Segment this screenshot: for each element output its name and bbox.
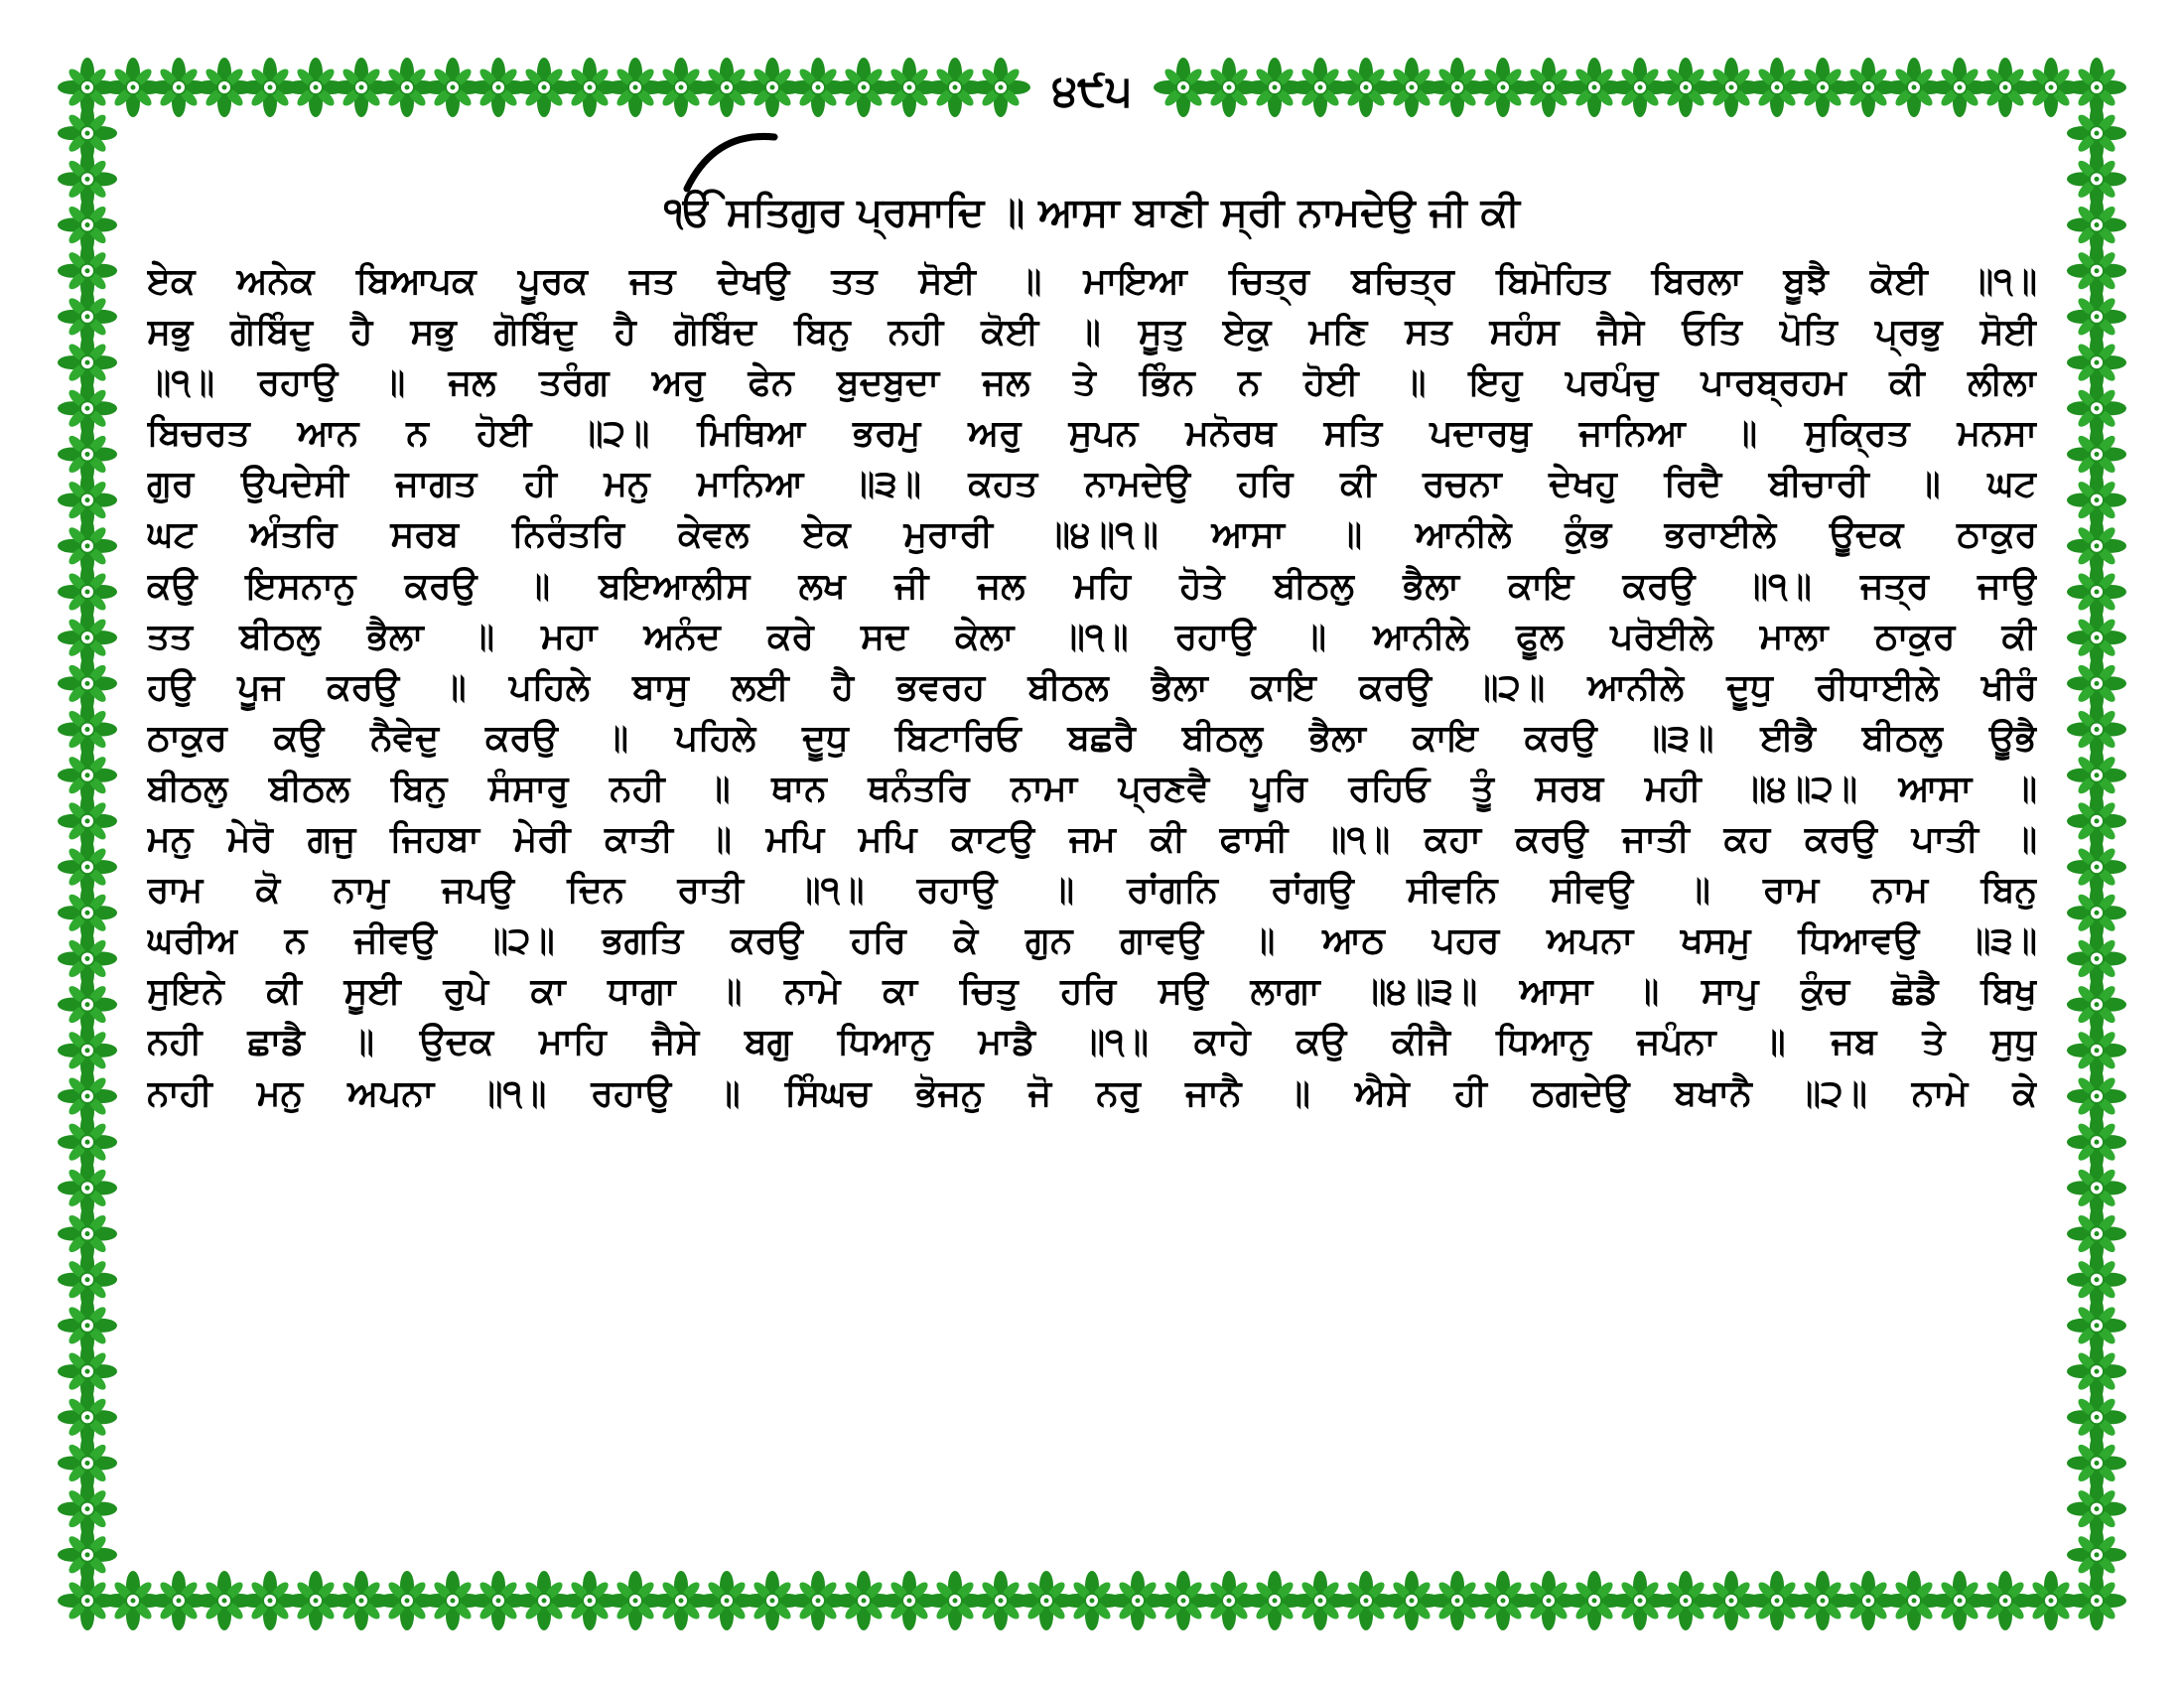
scripture-text — [147, 256, 2037, 1119]
page-number: ੪੯੫ — [1032, 62, 1152, 121]
text-line: ਸੁਇਨੇ ਕੀ ਸੂਈ ਰੁਪੇ ਕਾ ਧਾਗਾ ॥ ਨਾਮੇ ਕਾ ਚਿਤੁ ਹਰਿ ਸਉ ਲਾਗਾ ॥੪॥੩॥ ਆਸਾ ॥ ਸਾਪੁ ਕੁੰਚ ਛੋਡੈ ਬਿਖੁ — [147, 971, 2037, 1013]
text-line: ਨਾਹੀ ਮਨੁ ਅਪਨਾ ॥੧॥ ਰਹਾਉ ॥ ਸਿੰਘਚ ਭੋਜਨੁ ਜੋ ਨਰੁ ਜਾਨੈ ॥ ਐਸੇ ਹੀ ਠਗਦੇਉ ਬਖਾਨੈ ॥੨॥ ਨਾਮੇ ਕੇ — [147, 1072, 2037, 1114]
text-line: ਹਉ ਪੂਜ ਕਰਉ ॥ ਪਹਿਲੇ ਬਾਸੁ ਲਈ ਹੈ ਭਵਰਹ ਬੀਠਲ ਭੈਲਾ ਕਾਇ ਕਰਉ ॥੨॥ ਆਨੀਲੇ ਦੂਧੁ ਰੀਧਾਈਲੇ ਖੀਰੰ — [147, 666, 2037, 708]
text-line: ਸਭੁ ਗੋਬਿੰਦੁ ਹੈ ਸਭੁ ਗੋਬਿੰਦੁ ਹੈ ਗੋਬਿੰਦ ਬਿਨੁ ਨਹੀ ਕੋਈ ॥ ਸੂਤੁ ਏਕੁ ਮਣਿ ਸਤ ਸਹੰਸ ਜੈਸੇ ਓਤਿ ਪੋਤਿ ਪ੍ਰਭੁ ਸੋਈ — [147, 312, 2037, 353]
text-line: ਤਤ ਬੀਠਲੁ ਭੈਲਾ ॥ ਮਹਾ ਅਨੰਦ ਕਰੇ ਸਦ ਕੇਲਾ ॥੧॥ ਰਹਾਉ ॥ ਆਨੀਲੇ ਫੂਲ ਪਰੋਈਲੇ ਮਾਲਾ ਠਾਕੁਰ ਕੀ — [147, 616, 2037, 657]
text-line: ਗੁਰ ਉਪਦੇਸੀ ਜਾਗਤ ਹੀ ਮਨੁ ਮਾਨਿਆ ॥੩॥ ਕਹਤ ਨਾਮਦੇਉ ਹਰਿ ਕੀ ਰਚਨਾ ਦੇਖਹੁ ਰਿਦੈ ਬੀਚਾਰੀ ॥ ਘਟ — [147, 464, 2037, 505]
text-line: ਨਹੀ ਛਾਡੈ ॥ ਉਦਕ ਮਾਹਿ ਜੈਸੇ ਬਗੁ ਧਿਆਨੁ ਮਾਡੈ ॥੧॥ ਕਾਹੇ ਕਉ ਕੀਜੈ ਧਿਆਨੁ ਜਪੰਨਾ ॥ ਜਬ ਤੇ ਸੁਧੁ — [147, 1022, 2037, 1063]
border-flower — [58, 1525, 117, 1585]
text-line: ਘਟ ਅੰਤਰਿ ਸਰਬ ਨਿਰੰਤਰਿ ਕੇਵਲ ਏਕ ਮੁਰਾਰੀ ॥੪॥੧॥ ਆਸਾ ॥ ਆਨੀਲੇ ਕੁੰਭ ਭਰਾਈਲੇ ਊਦਕ ਠਾਕੁਰ — [147, 514, 2037, 556]
text-line: ਘਰੀਅ ਨ ਜੀਵਉ ॥੨॥ ਭਗਤਿ ਕਰਉ ਹਰਿ ਕੇ ਗੁਨ ਗਾਵਉ ॥ ਆਠ ਪਹਰ ਅਪਨਾ ਖਸਮੁ ਧਿਆਵਉ ॥੩॥ — [147, 920, 2037, 962]
text-line: ਏਕ ਅਨੇਕ ਬਿਆਪਕ ਪੂਰਕ ਜਤ ਦੇਖਉ ਤਤ ਸੋਈ ॥ ਮਾਇਆ ਚਿਤ੍ਰ ਬਚਿਤ੍ਰ ਬਿਮੋਹਿਤ ਬਿਰਲਾ ਬੂਝੈ ਕੋਈ ॥੧॥ — [147, 261, 2037, 302]
hymn-title: ੴ ਸਤਿਗੁਰ ਪ੍ਰਸਾਦਿ ॥ ਆਸਾ ਬਾਣੀ ਸ੍ਰੀ ਨਾਮਦੇਉ ਜੀ ਕੀ — [664, 190, 1520, 235]
text-line: ਰਾਮ ਕੋ ਨਾਮੁ ਜਪਉ ਦਿਨ ਰਾਤੀ ॥੧॥ ਰਹਾਉ ॥ ਰਾਂਗਨਿ ਰਾਂਗਉ ਸੀਵਨਿ ਸੀਵਉ ॥ ਰਾਮ ਨਾਮ ਬਿਨੁ — [147, 870, 2037, 912]
text-line: ਮਨੁ ਮੇਰੋ ਗਜੁ ਜਿਹਬਾ ਮੇਰੀ ਕਾਤੀ ॥ ਮਪਿ ਮਪਿ ਕਾਟਉ ਜਮ ਕੀ ਫਾਸੀ ॥੧॥ ਕਹਾ ਕਰਉ ਜਾਤੀ ਕਹ ਕਰਉ ਪਾਤੀ ॥ — [147, 819, 2037, 861]
text-line: ਬਿਚਰਤ ਆਨ ਨ ਹੋਈ ॥੨॥ ਮਿਥਿਆ ਭਰਮੁ ਅਰੁ ਸੁਪਨ ਮਨੋਰਥ ਸਤਿ ਪਦਾਰਥੁ ਜਾਨਿਆ ॥ ਸੁਕ੍ਰਿਤ ਮਨਸਾ — [147, 413, 2037, 455]
text-line: ॥੧॥ ਰਹਾਉ ॥ ਜਲ ਤਰੰਗ ਅਰੁ ਫੇਨ ਬੁਦਬੁਦਾ ਜਲ ਤੇ ਭਿੰਨ ਨ ਹੋਈ ॥ ਇਹੁ ਪਰਪੰਚੁ ਪਾਰਬ੍ਰਹਮ ਕੀ ਲੀਲਾ — [147, 362, 2037, 404]
text-line: ਬੀਠਲੁ ਬੀਠਲ ਬਿਨੁ ਸੰਸਾਰੁ ਨਹੀ ॥ ਥਾਨ ਥਨੰਤਰਿ ਨਾਮਾ ਪ੍ਰਣਵੈ ਪੂਰਿ ਰਹਿਓ ਤੂੰ ਸਰਬ ਮਹੀ ॥੪॥੨॥ ਆਸਾ ॥ — [147, 768, 2037, 809]
text-line: ਠਾਕੁਰ ਕਉ ਨੈਵੇਦੁ ਕਰਉ ॥ ਪਹਿਲੇ ਦੂਧੁ ਬਿਟਾਰਿਓ ਬਛਰੈ ਬੀਠਲੁ ਭੈਲਾ ਕਾਇ ਕਰਉ ॥੩॥ ਈਭੈ ਬੀਠਲੁ ਊਭੈ — [147, 717, 2037, 759]
border-flower — [2067, 1525, 2126, 1585]
text-line: ਕਉ ਇਸਨਾਨੁ ਕਰਉ ॥ ਬਇਆਲੀਸ ਲਖ ਜੀ ਜਲ ਮਹਿ ਹੋਤੇ ਬੀਠਲੁ ਭੈਲਾ ਕਾਇ ਕਰਉ ॥੧॥ ਜਤ੍ਰ ਜਾਉ — [147, 565, 2037, 607]
border-flower — [971, 58, 1030, 117]
